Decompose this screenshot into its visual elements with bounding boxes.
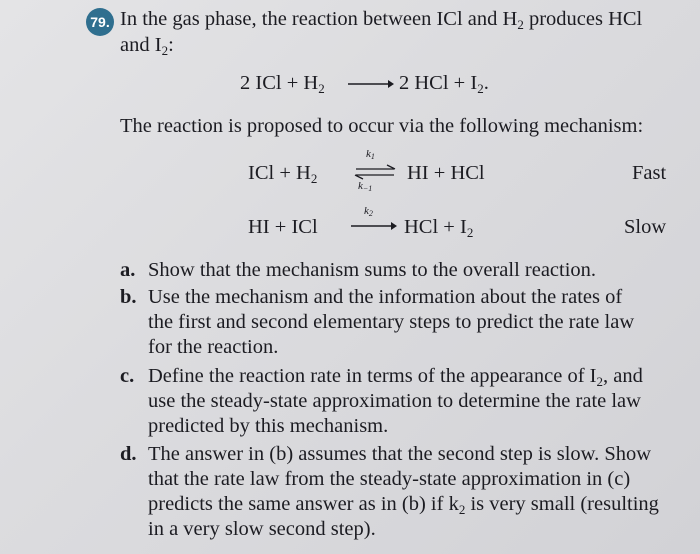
step2-products: HCl + $I_2$	[404, 216, 474, 240]
part-d-line1: The answer in (b) assumes that the second step is slow. Show	[148, 443, 652, 465]
overall-reaction-right: 2 HCl + $I_2$.	[399, 72, 489, 96]
step1-speed: Fast	[632, 162, 667, 184]
part-a-label: a.	[120, 259, 136, 281]
step2-speed: Slow	[624, 216, 667, 238]
part-b-line1: Use the mechanism and the information about the rates of	[148, 286, 623, 308]
step2-reactants: HI + ICl	[248, 216, 318, 238]
mechanism-intro: The reaction is proposed to occur via the following mechanism:	[120, 115, 644, 137]
problem-number-badge: 79.	[86, 8, 114, 36]
overall-reaction-arrow	[346, 78, 394, 90]
overall-reaction-left: 2 ICl + $H_2$	[240, 72, 325, 96]
step2-k: $k_2$	[364, 205, 373, 218]
part-c-line2: use the steady-state approximation to determine the rate law	[148, 390, 641, 412]
step2-arrow	[349, 220, 397, 232]
part-c-line1: Define the reaction rate in terms of the appearance of $I_2$, and	[148, 365, 643, 389]
part-d-line4: in a very slow second step).	[148, 518, 376, 540]
step1-reactants: ICl + $H_2$	[248, 162, 318, 186]
part-d-line2: that the rate law from the steady-state approximation in (c)	[148, 468, 631, 490]
part-b-line3: for the reaction.	[148, 336, 279, 358]
part-b-line2: the first and second elementary steps to predict the rate law	[148, 311, 635, 333]
step1-k-reverse: $k_{-1}$	[358, 180, 373, 193]
step1-k-forward: $k_1$	[366, 148, 375, 161]
part-c-label: c.	[120, 365, 135, 387]
part-c-line3: predicted by this mechanism.	[148, 415, 389, 437]
part-b-label: b.	[120, 286, 137, 308]
step1-products: HI + HCl	[407, 162, 485, 184]
part-d-label: d.	[120, 443, 137, 465]
part-d-line3: predicts the same answer as in (b) if $k_2$ is very small (resulting	[148, 493, 659, 517]
step1-equilibrium-arrows	[354, 165, 398, 179]
part-a-text: Show that the mechanism sums to the overall reaction.	[148, 259, 597, 281]
problem-intro-line1: In the gas phase, the reaction between ICl and $H_2$ produces HCl	[120, 8, 643, 32]
problem-intro-line2: and $I_2$:	[120, 34, 174, 58]
